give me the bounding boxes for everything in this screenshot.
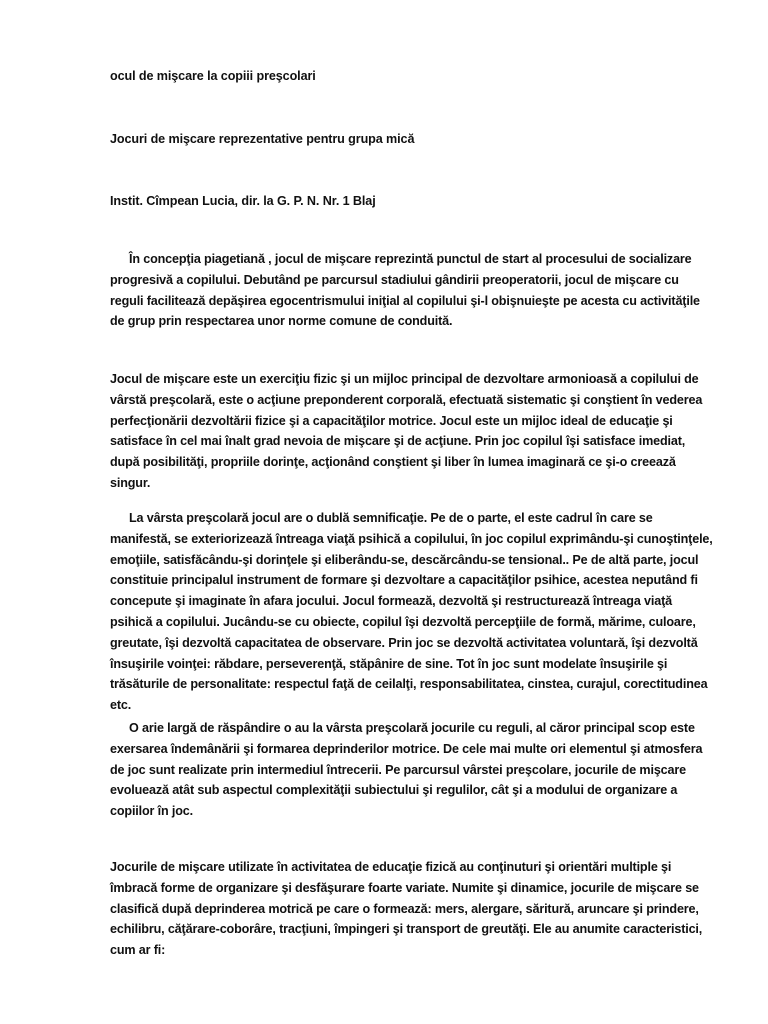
paragraph-3: La vârsta preşcolară jocul are o dublă semnificaţie. Pe de o parte, el este cadrul în care se manifestă, se exteriorizează întreaga viaţă psihică a copilului, în joc copilul exprimându-şi cunoştinţele, emoţiile, satisfăcându-şi dorinţele şi eliberându-se, descărcându-se tensional.. Pe de altă parte, jocul constituie principalul instrument de formare şi dezvoltare a capacităţilor psihice, acestea neputând fi concepute şi imaginate în afara jocului. Jocul formează, dezvoltă şi restructurează întreaga viaţă psihică a copilului. Jucându-se cu obiecte, copilul îşi dezvoltă percepţiile de formă, mărime, culoare, greutate, îşi dezvoltă capacitatea de observare. Prin joc se dezvoltă activitatea voluntară, îşi dezvoltă însuşirile voinţei: răbdare, perseverenţă, stăpânire de sine. Tot în joc sunt modelate însuşirile şi trăsăturile de personalitate: respectul faţă de ceilalţi, responsabilitatea, cinstea, curajul, corectitudinea etc. [110, 511, 713, 713]
document-title: ocul de mişcare la copiii preşcolari [110, 69, 316, 83]
paragraph-5: Jocurile de mişcare utilizate în activitatea de educaţie fizică au conţinuturi şi orientări multiple şi îmbracă forme de organizare şi desfăşurare foarte variate. Numite şi dinamice, jocurile de mişcare se clasifică după deprinderea motrică pe care o formează: mers, alergare, săritură, aruncare şi prindere, echilibru, căţărare-coborâre, tracţiuni, împingeri şi transport de greutăţi. Ele au anumite caracteristici, cum ar fi: [110, 860, 703, 958]
paragraph-2: Jocul de mişcare este un exerciţiu fizic şi un mijloc principal de dezvoltare armonioasă a copilului de vârstă preşcolară, este o acţiune preponderent corporală, efectuată sistematic şi conştient în vederea perfecţionării dezvoltării fizice şi a capacităţilor motrice. Jocul este un mijloc ideal de educaţie şi satisface în cel mai înalt grad nevoia de mişcare şi de acţiune. Prin joc copilul îşi satisface imediat, după posibilităţi, propriile dorinţe, acţionând conştient şi liber în lumea imaginară ce şi-o creează singur. [110, 372, 703, 490]
paragraph-4: O arie largă de răspândire o au la vârsta preşcolară jocurile cu reguli, al căror principal scop este exersarea îndemânării şi formarea deprinderilor motrice. De cele mai multe ori elementul şi atmosfera de joc sunt realizate prin intermediul întrecerii. Pe parcursul vârstei preşcolare, jocurile de mişcare evoluează atât sub aspectul complexităţii subiectului şi regulilor, cât şi a modului de organizare a copiilor în joc. [110, 721, 703, 819]
document-subtitle: Jocuri de mişcare reprezentative pentru grupa mică [110, 132, 415, 146]
paragraph-1: În concepţia piagetiană , jocul de mişcare reprezintă punctul de start al procesului de socializare progresivă a copilului. Debutând pe parcursul stadiului gândirii preoperatorii, jocul de mişcare cu reguli facilitează depăşirea egocentrismului iniţial al copilului şi-l obişnuieşte pe acesta cu activităţile de grup prin respectarea unor norme comune de conduită. [110, 252, 700, 329]
document-author: Instit. Cîmpean Lucia, dir. la G. P. N. Nr. 1 Blaj [110, 194, 376, 208]
